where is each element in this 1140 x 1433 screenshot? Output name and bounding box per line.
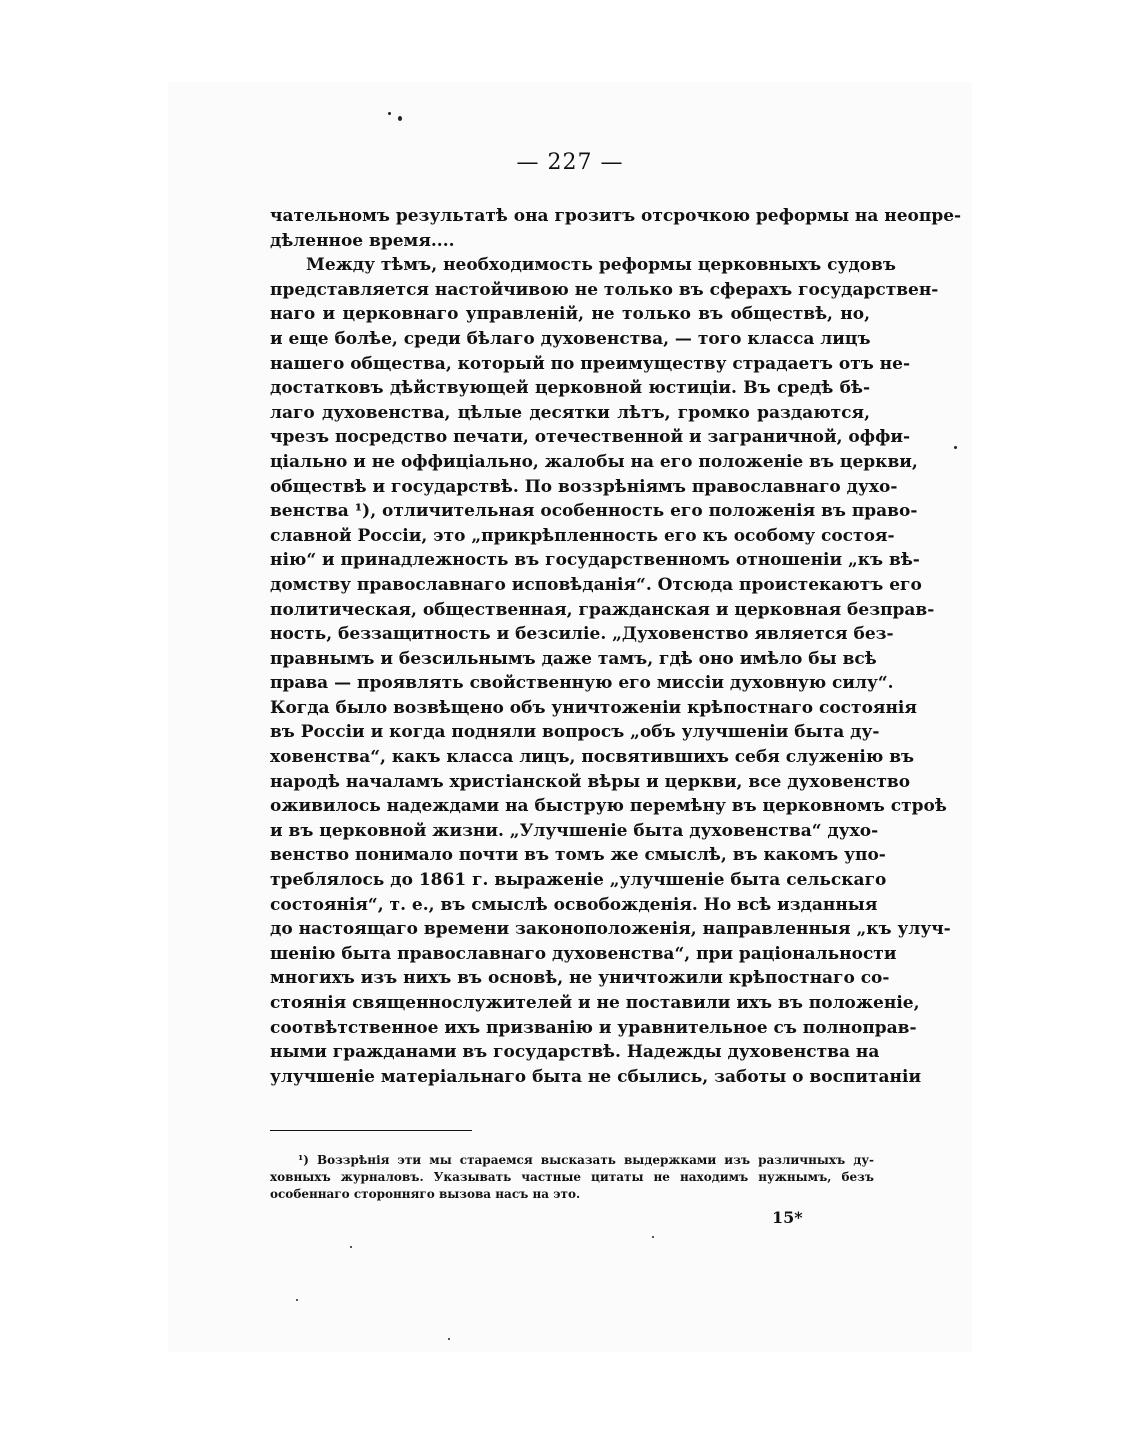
text-line: и въ церковной жизни. „Улучшеніе быта духовенства“ духо- [270, 820, 879, 841]
printer-signature-mark: 15* [772, 1208, 803, 1227]
text-line: достатковъ дѣйствующей церковной юстиціи. Въ средѣ бѣ- [270, 378, 870, 399]
text-line: ными гражданами въ государствѣ. Надежды духовенства на [270, 1042, 880, 1063]
text-line: наго и церковнаго управленій, не только въ обществѣ, но, [270, 304, 870, 325]
print-speck [398, 116, 402, 121]
text-line: и еще болѣе, среди бѣлаго духовенства, — того класса лицъ [270, 328, 871, 349]
text-line: шенію быта православнаго духовенства“, при раціональности [270, 943, 897, 964]
text-line: домству православнаго исповѣданія“. Отсюда проистекаютъ его [270, 574, 922, 595]
text-line: правнымъ и безсильнымъ даже тамъ, гдѣ оно имѣло бы всѣ [270, 648, 877, 669]
text-line: въ Россіи и когда подняли вопросъ „объ улучшеніи быта ду- [270, 722, 880, 743]
text-line: ховенства“, какъ класса лицъ, посвятившихъ себя служенію въ [270, 747, 915, 768]
text-line: улучшеніе матеріальнаго быта не сбылись, заботы о воспитаніи [270, 1066, 922, 1087]
text-line: представляется настойчивою не только въ сферахъ государствен- [270, 279, 939, 300]
print-speck [652, 1236, 654, 1238]
text-line: Между тѣмъ, необходимость реформы церковныхъ судовъ [306, 255, 896, 276]
footnote-line: особеннаго сторонняго вызова насъ на это. [270, 1187, 581, 1201]
text-line: оживилось надеждами на быструю перемѣну въ церковномъ строѣ [270, 796, 947, 817]
text-line: соотвѣтственное ихъ призванію и уравнительное съ полноправ- [270, 1017, 917, 1038]
text-line: венство понимало почти въ томъ же смыслѣ, въ какомъ упо- [270, 845, 886, 866]
print-speck [350, 1246, 352, 1248]
text-line: состоянія“, т. е., въ смыслѣ освобожденія. Но всѣ изданныя [270, 894, 878, 915]
print-speck [954, 446, 957, 449]
text-line: венства ¹), отличительная особенность его положенія въ право- [270, 501, 918, 522]
footnote-line: ¹) Воззрѣнія эти мы стараемся высказать выдержками изъ различныхъ ду- [298, 1153, 874, 1167]
text-line: нію“ и принадлежность въ государственномъ отношеніи „къ вѣ- [270, 550, 920, 571]
page-number: — 227 — [516, 150, 624, 175]
text-line: чательномъ результатѣ она грозитъ отсрочкою реформы на неопре- [270, 206, 962, 226]
text-line: многихъ изъ нихъ въ основѣ, не уничтожили крѣпостнаго со- [270, 968, 890, 989]
footnote [270, 1152, 874, 1203]
text-line: лаго духовенства, цѣлые десятки лѣтъ, громко раздаются, [270, 402, 870, 423]
text-line: ціально и не оффиціально, жалобы на его положеніе въ церкви, [270, 451, 918, 472]
print-speck [296, 1299, 298, 1301]
footnote-line: ховныхъ журналовъ. Указывать частные цитаты не находимъ нужнымъ, безъ [270, 1170, 874, 1184]
text-line: стоянія священнослужителей и не поставили ихъ въ положеніе, [270, 993, 920, 1013]
footnote-rule [270, 1130, 472, 1131]
text-line: дѣленное время.... [270, 230, 455, 251]
main-text [270, 204, 962, 1089]
print-speck [448, 1338, 450, 1340]
text-line: ность, беззащитность и безсиліе. „Духовенство является без- [270, 624, 894, 645]
text-line: треблялось до 1861 г. выраженіе „улучшеніе быта сельскаго [270, 870, 887, 891]
text-line: до настоящаго времени законоположенія, направленныя „къ улуч- [270, 919, 951, 940]
text-line: нашего общества, который по преимуществу страдаетъ отъ не- [270, 353, 910, 374]
text-line: Когда было возвѣщено объ уничтоженіи крѣпостнаго состоянія [270, 697, 917, 718]
text-line: народѣ началамъ христіанской вѣры и церкви, все духовенство [270, 771, 911, 792]
print-speck [388, 112, 391, 115]
text-line: права — проявлять свойственную его миссіи духовную силу“. [270, 673, 894, 694]
text-line: славной Россіи, это „прикрѣпленность его къ особому состоя- [270, 525, 895, 546]
text-line: политическая, общественная, гражданская и церковная безправ- [270, 599, 935, 620]
text-line: обществѣ и государствѣ. По воззрѣніямъ православнаго духо- [270, 476, 898, 497]
text-line: чрезъ посредство печати, отечественной и заграничной, оффи- [270, 427, 911, 448]
